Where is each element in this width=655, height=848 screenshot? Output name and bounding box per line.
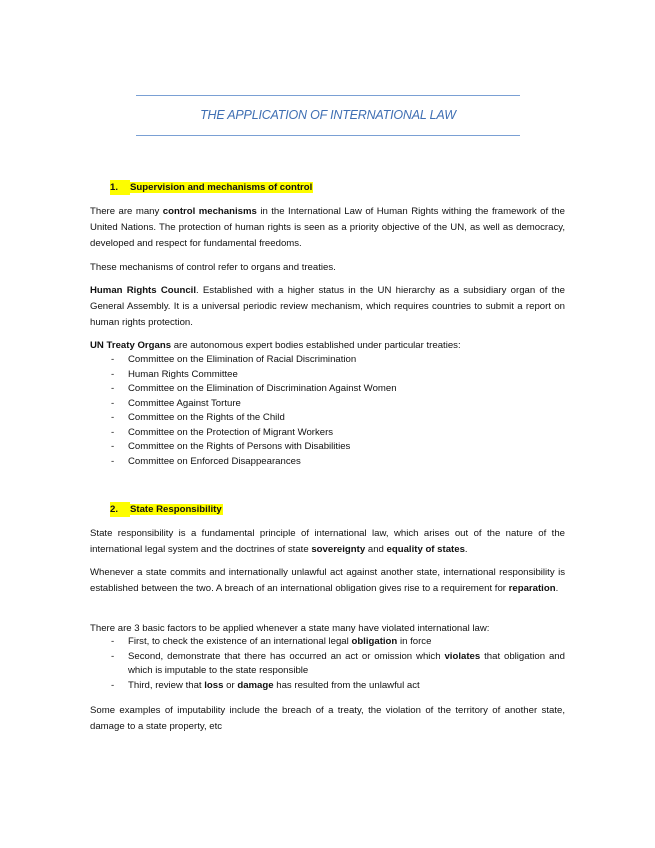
- section-2-paragraph-3: There are 3 basic factors to be applied whenever a state many have violated international law:: [90, 623, 490, 634]
- bold-term-un-treaty-organs: UN Treaty Organs: [90, 340, 172, 351]
- committee-list: [90, 353, 565, 469]
- dash-bullet: -: [111, 412, 115, 423]
- section-2-paragraph-1: [90, 526, 565, 558]
- title-bottom-rule: [136, 135, 520, 136]
- text-run: Third, review that: [128, 679, 205, 691]
- text-run: .: [464, 544, 468, 555]
- section-1-title: Supervision and mechanisms of control: [130, 182, 313, 193]
- text-run: that obligation and which is imputable to the state responsible: [128, 650, 565, 676]
- committee-name: Committee Against Torture: [128, 397, 241, 409]
- bold-term-obligation: obligation: [351, 636, 398, 647]
- list-item: [90, 440, 565, 455]
- committee-name: Human Rights Committee: [128, 368, 238, 380]
- bold-term-reparation: reparation: [508, 583, 556, 594]
- document-title: THE APPLICATION OF INTERNATIONAL LAW: [200, 108, 456, 122]
- text-run: . Established with a higher status in the UN hierarchy as a subsidiary organ of the General Assembly. It is a universal periodic review mechanism, which requires countries to submit a report on human rights protection.: [90, 285, 565, 328]
- section-2-paragraph-2: [90, 565, 565, 597]
- dash-bullet: -: [111, 426, 115, 438]
- section-2-title: State Responsibility: [130, 504, 222, 515]
- list-item: [90, 650, 565, 679]
- dash-bullet: -: [111, 679, 115, 691]
- list-item: [90, 426, 565, 441]
- committee-name: Committee on the Rights of the Child: [128, 412, 285, 423]
- bold-term-loss: loss: [204, 679, 224, 691]
- section-1-paragraph-3: [90, 283, 565, 331]
- dash-bullet: -: [111, 397, 115, 409]
- text-run: are autonomous expert bodies established under particular treaties:: [171, 340, 461, 351]
- committee-name: Committee on the Elimination of Racial Discrimination: [128, 354, 357, 365]
- list-item: [90, 382, 565, 397]
- list-item: [90, 353, 565, 368]
- text-run: Second, demonstrate that there has occurred an act or omission which: [128, 650, 445, 662]
- dash-bullet: -: [111, 441, 115, 452]
- list-item: [90, 635, 565, 650]
- factor-list: [90, 635, 565, 693]
- list-item: [90, 411, 565, 426]
- section-1-paragraph-2: These mechanisms of control refer to organs and treaties.: [90, 262, 336, 273]
- bold-term-sovereignty: sovereignty: [311, 544, 366, 555]
- bold-term-violates: violates: [444, 650, 481, 662]
- dash-bullet: -: [111, 383, 115, 394]
- list-item: [90, 397, 565, 412]
- bold-term-equality-of-states: equality of states: [386, 544, 465, 555]
- committee-name: Committee on Enforced Disappearances: [128, 455, 301, 467]
- bold-term-control-mechanisms: control mechanisms: [162, 206, 257, 217]
- section-1-paragraph-1: [90, 204, 565, 252]
- section-1-heading: [110, 180, 313, 195]
- dash-bullet: -: [111, 368, 115, 380]
- committee-name: Committee on the Elimination of Discrimination Against Women: [128, 383, 397, 394]
- list-item: [90, 455, 565, 470]
- dash-bullet: -: [111, 650, 115, 662]
- title-top-rule: [136, 95, 520, 96]
- committee-name: Committee on the Protection of Migrant Workers: [128, 426, 334, 438]
- section-2-paragraph-4: Some examples of imputability include the breach of a treaty, the violation of the territory of another state, damage to a state property, etc: [90, 705, 565, 732]
- text-run: Whenever a state commits and internationally unlawful act against another state, international responsibility is established between the two. A breach of an international obligation gives rise to a requirement for: [90, 567, 565, 594]
- text-run: and: [365, 544, 387, 555]
- text-run: in the International Law of Human Rights withing the framework of the United Nations. The protection of human rights is seen as a priority objective of the UN, as well as democracy, developed and respect for fundamental freedoms.: [90, 206, 565, 249]
- text-run: There are many: [90, 206, 163, 217]
- section-1-paragraph-4: [90, 338, 565, 354]
- text-run: First, to check the existence of an international legal: [128, 636, 352, 647]
- bold-term-human-rights-council: Human Rights Council: [90, 285, 196, 296]
- dash-bullet: -: [111, 354, 115, 365]
- text-run: in force: [397, 636, 432, 647]
- list-item: [90, 368, 565, 383]
- text-run: State responsibility is a fundamental principle of international law, which arises out of the nature of the international legal system and the doctrines of state: [90, 528, 565, 555]
- committee-name: Committee on the Rights of Persons with Disabilities: [128, 441, 351, 452]
- section-2-number: 2.: [110, 502, 130, 517]
- text-run: or: [223, 679, 238, 691]
- dash-bullet: -: [111, 636, 115, 647]
- dash-bullet: -: [111, 455, 115, 467]
- text-run: has resulted from the unlawful act: [273, 679, 420, 691]
- section-2-heading: [110, 502, 223, 517]
- section-1-number: 1.: [110, 180, 130, 195]
- text-run: .: [555, 583, 559, 594]
- list-item: [90, 679, 565, 694]
- bold-term-damage: damage: [237, 679, 274, 691]
